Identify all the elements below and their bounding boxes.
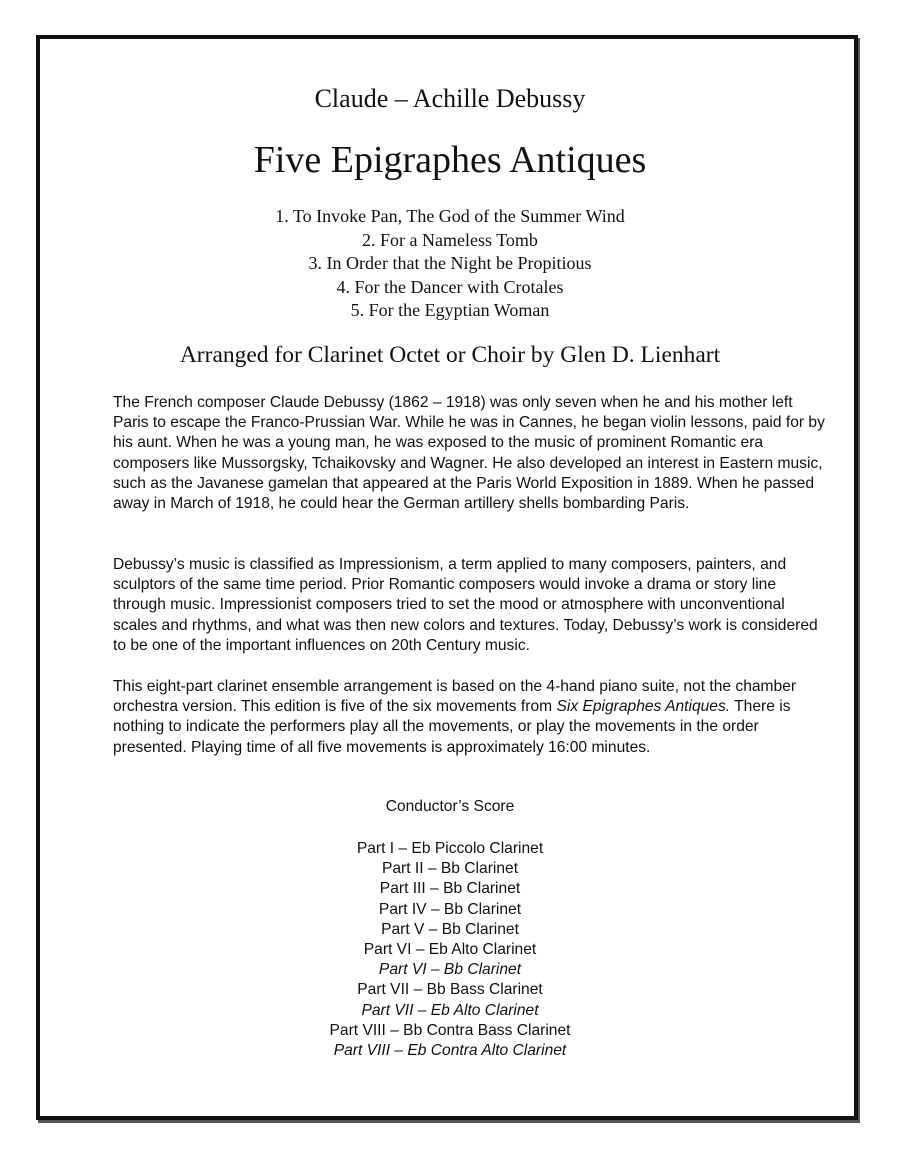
- arranger-line: Arranged for Clarinet Octet or Choir by Glen D. Lienhart: [179, 342, 721, 368]
- impressionism-paragraph: Debussy’s music is classified as Impressionism, a term applied to many composers, painters, and sculptors of the same time period. Prior Romantic composers would invoke a drama or story line through music. Impressionist composers tried to set the mood or atmosphere with unconventional scales and rhythms, and what was then new colors and textures. Today, Debussy’s work is considered to be one of the important influences on 20th Century music.: [113, 556, 818, 654]
- suite-title-italic: Six Epigraphes Antiques.: [556, 698, 731, 716]
- part-item: Part II – Bb Clarinet: [381, 860, 519, 878]
- part-item: Part VI – Eb Alto Clarinet: [363, 941, 537, 959]
- biography-paragraph: The French composer Claude Debussy (1862 – 1918) was only seven when he and his mother left Paris to escape the Franco-Prussian War. While he was in Cannes, he began violin lessons, paid for by his aunt. When he was a young man, he was exposed to the music of prominent Romantic era composers like Mussorgsky, Tchaikovsky and Wagner. He also developed an interest in Eastern music, such as the Javanese gamelan that appeared at the Paris World Exposition in 1889. When he passed away in March of 1918, he could hear the German artillery shells bombarding Paris.: [113, 394, 825, 513]
- parts-list: [0, 839, 900, 1061]
- arrangement-text-start: This eight-part clarinet ensemble arrangement is based on the 4-hand piano suite, not the chamber orchestra version. This edition is five of the six movements from: [113, 678, 797, 716]
- part-item-alternate: Part VI – Bb Clarinet: [378, 961, 522, 979]
- part-item: Part VII – Bb Bass Clarinet: [357, 981, 543, 999]
- arrangement-paragraph: [113, 677, 825, 758]
- composer-name: Claude – Achille Debussy: [314, 84, 586, 113]
- part-item: Part IV – Bb Clarinet: [378, 900, 522, 918]
- part-item-alternate: Part VII – Eb Alto Clarinet: [361, 1001, 539, 1019]
- movement-item: 1. To Invoke Pan, The God of the Summer Wind: [275, 206, 625, 226]
- movement-item: 4. For the Dancer with Crotales: [336, 276, 564, 297]
- part-item-alternate: Part VIII – Eb Contra Alto Clarinet: [333, 1042, 567, 1060]
- part-item: Part III – Bb Clarinet: [379, 880, 521, 898]
- movement-item: 3. In Order that the Night be Propitious: [308, 253, 592, 273]
- arrangement-text-end: There is nothing to indicate the performers play all the movements, or play the movements in the order presented. Playing time of all five movements is approximately 16:00 minutes.: [113, 698, 791, 756]
- part-item: Part V – Bb Clarinet: [381, 920, 519, 938]
- page-title: Five Epigraphes Antiques: [253, 139, 647, 181]
- part-item: Part VIII – Bb Contra Bass Clarinet: [329, 1021, 571, 1039]
- movement-item: 2. For a Nameless Tomb: [362, 229, 538, 250]
- conductor-score-label: Conductor’s Score: [385, 798, 515, 815]
- movement-item: 5. For the Egyptian Woman: [350, 300, 550, 320]
- movement-list: [0, 205, 900, 323]
- part-item: Part I – Eb Piccolo Clarinet: [356, 840, 544, 857]
